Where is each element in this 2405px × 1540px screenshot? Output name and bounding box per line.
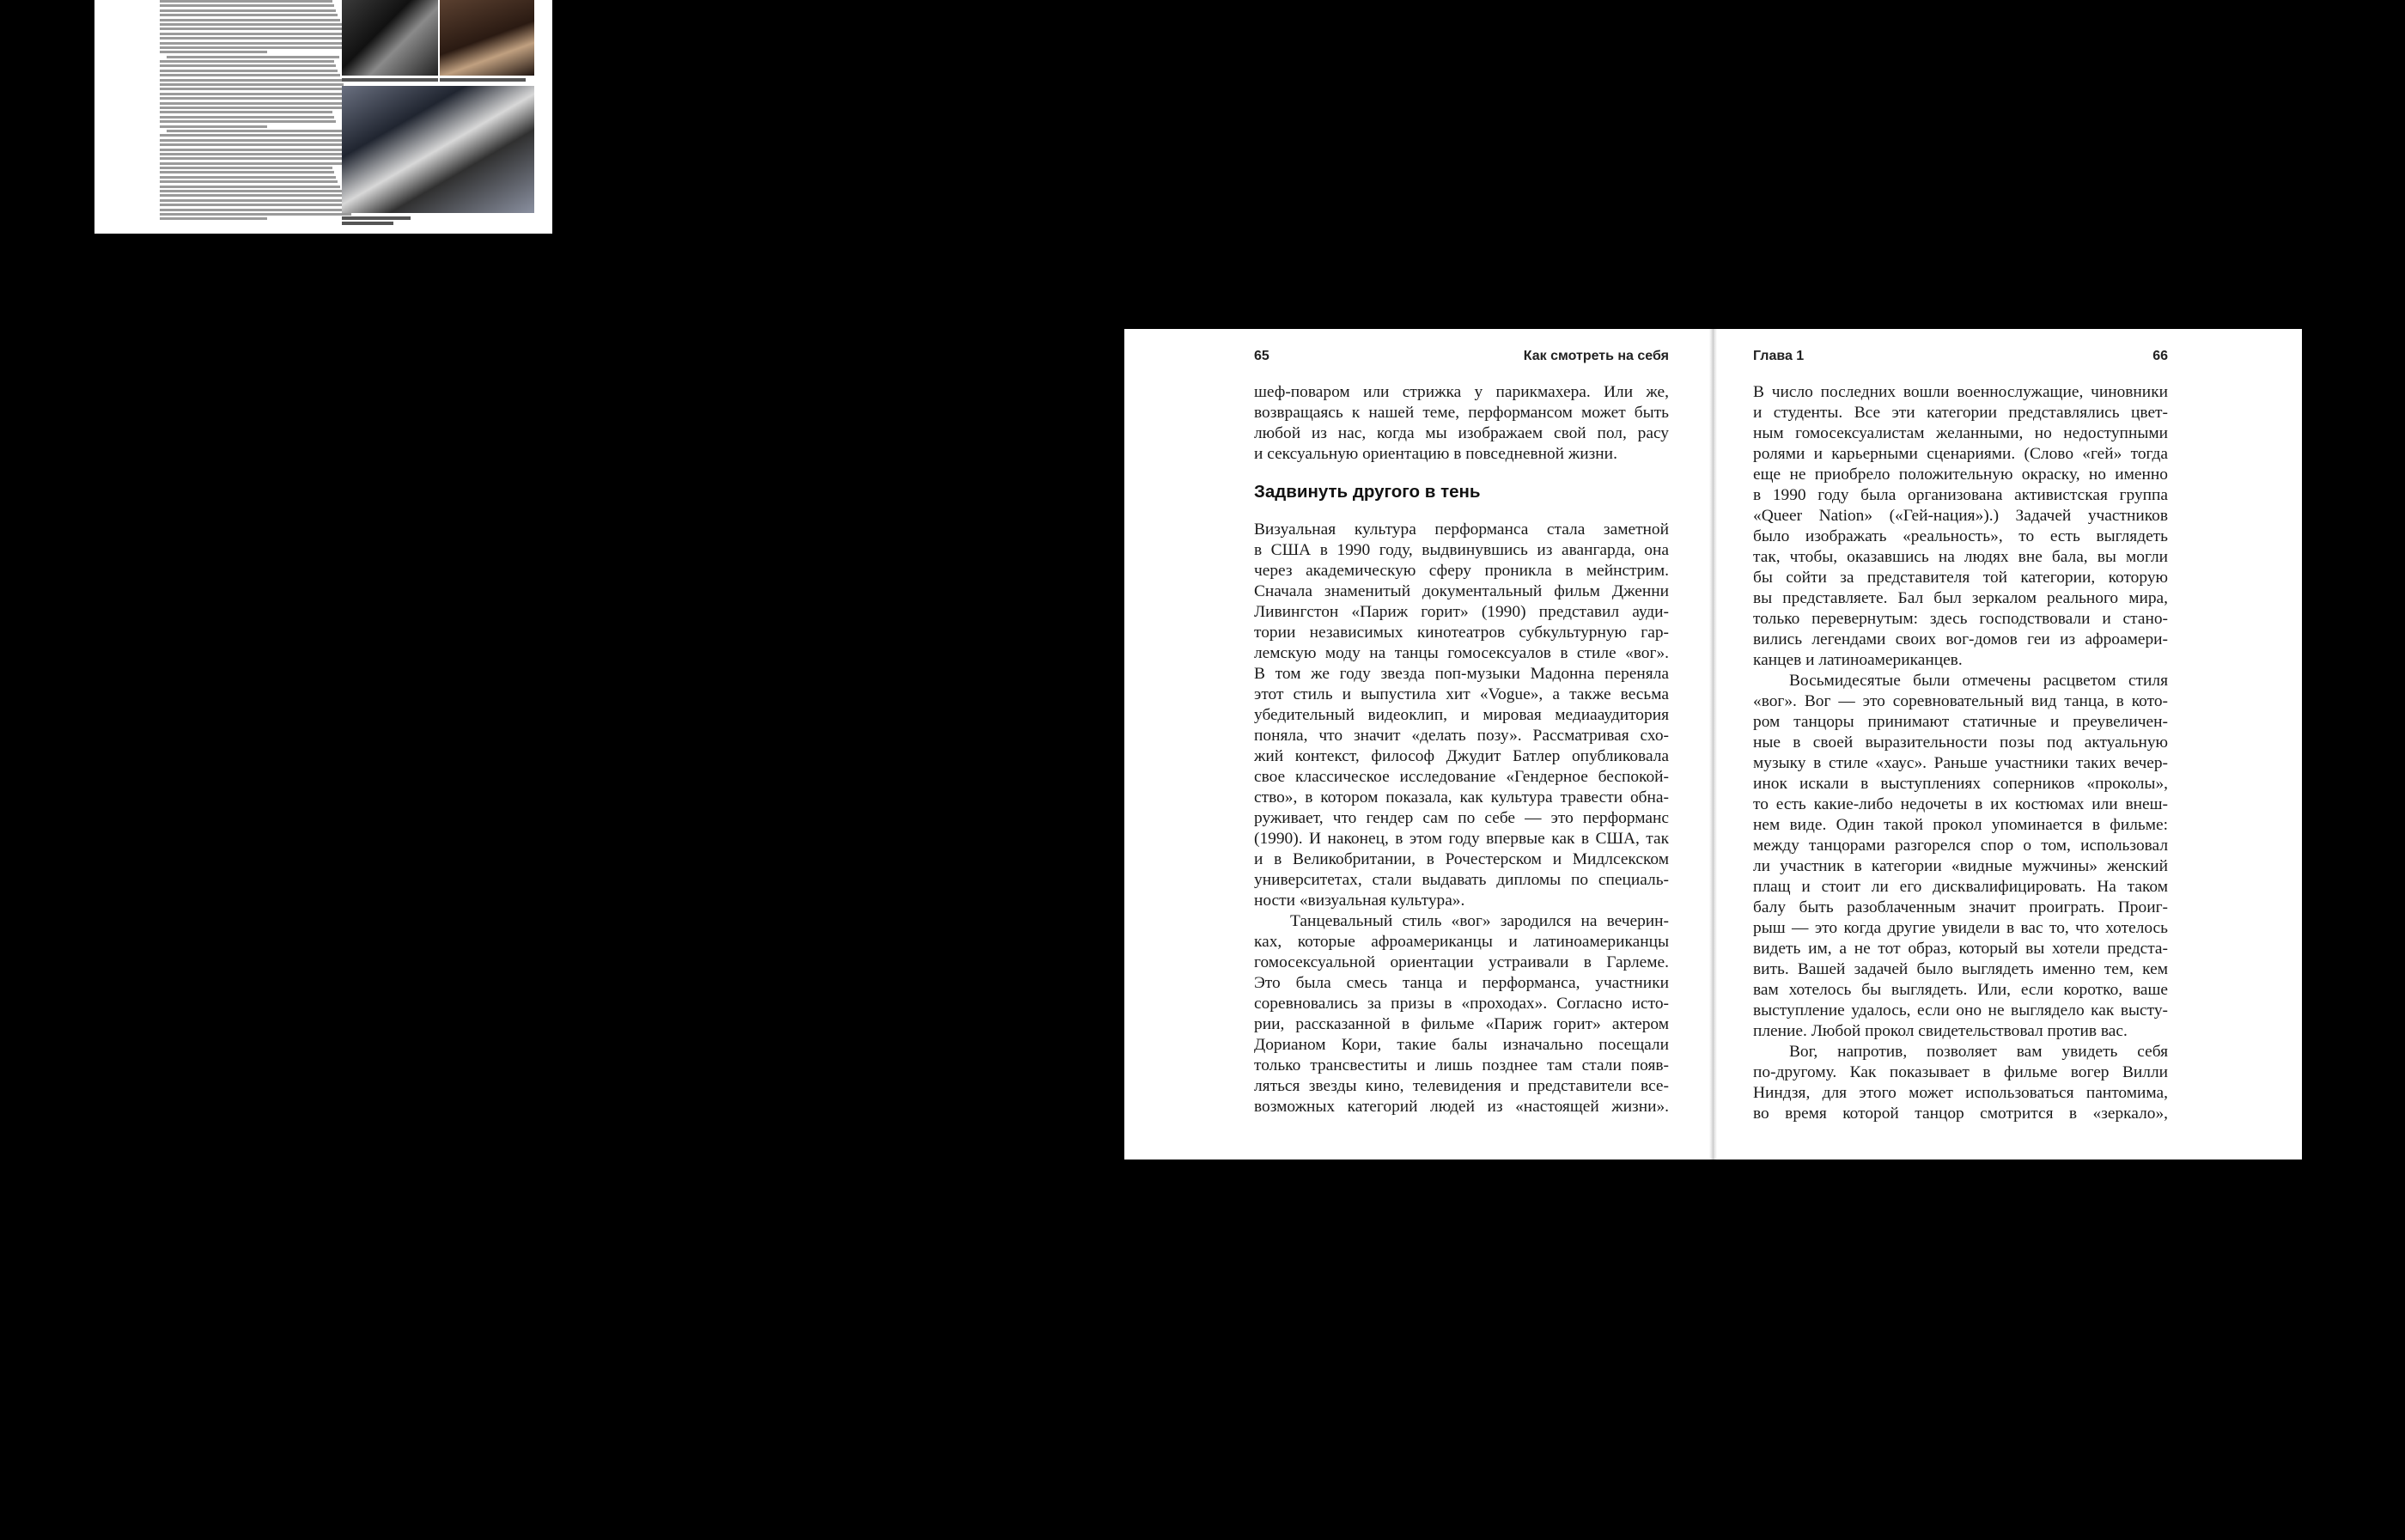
thumbnail-text-line [160, 143, 346, 146]
paragraph [1753, 671, 2168, 1042]
text-line: ли участник в категории «видные мужчины» женский [1753, 857, 2168, 875]
thumbnail-text-line [160, 0, 332, 3]
text-line: нем виде. Один такой прокол упоминается в фильме: [1753, 816, 2168, 834]
thumbnail-text-line [160, 64, 336, 67]
thumbnail-text-line [160, 120, 336, 123]
thumbnail-text-line [160, 204, 348, 206]
text-line: убедительный видеоклип, и мировая медиааудитория [1254, 706, 1669, 724]
text-line: «Queer Nation» («Гей-нация»).) Задачей участников [1753, 507, 2168, 525]
text-line: Это была смесь танца и перформанса, участники [1254, 974, 1669, 992]
thumbnail-text-line [160, 162, 354, 165]
book-gutter [1709, 329, 1717, 1160]
page-number: 66 [2152, 349, 2168, 363]
text-line: было изображать «реальность», то есть выглядеть [1753, 527, 2168, 545]
text-line: свое классическое исследование «Гендерное беспокой- [1254, 768, 1669, 786]
page-number: 65 [1254, 349, 1269, 363]
paragraph [1254, 911, 1669, 1117]
thumbnail-text-line [160, 23, 342, 26]
thumbnail-caption-3b [342, 222, 393, 225]
thumbnail-text-line [160, 27, 344, 30]
text-line: В том же году звезда поп-музыки Мадонна переняла [1254, 665, 1669, 683]
thumbnail-photo-2 [440, 0, 534, 76]
text-line: между танцорами разгорелся спор о том, использовал [1753, 837, 2168, 855]
text-line: ках, которые афроамериканцы и латиноамериканцы [1254, 933, 1669, 951]
text-line: вам хотелось бы выглядеть. Или, если коротко, ваше [1753, 981, 2168, 999]
text-line: музыку в стиле «хаус». Раньше участники таких вечер- [1753, 754, 2168, 772]
text-line: канцев и латиноамериканцев. [1753, 651, 1963, 669]
text-line: то есть какие-либо недочеты в их костюмах или внеш- [1753, 795, 2168, 813]
text-line: ности «визуальная культура». [1254, 892, 1465, 910]
thumbnail-text-line [160, 42, 350, 45]
text-line: ство», в котором показала, как культура травести обна- [1254, 788, 1669, 807]
text-line: только перевернутым: здесь господствовали и стано- [1753, 610, 2168, 628]
thumbnail-text-line [160, 4, 334, 7]
thumbnail-text-line [160, 213, 351, 216]
thumbnail-text-line [160, 139, 344, 142]
thumbnail-text-line [160, 149, 348, 151]
text-line: университетах, стали выдавать дипломы по специаль- [1254, 871, 1669, 889]
thumbnail-text-line [160, 116, 334, 119]
thumbnail-text-line [160, 33, 346, 35]
thumbnail-text-line [160, 93, 348, 95]
thumbnail-text-line [160, 107, 354, 109]
text-line: вить. Вашей задачей было выглядеть именно тем, кем [1753, 960, 2168, 978]
text-line: возможных категорий людей из «настоящей жизни». [1254, 1098, 1669, 1116]
text-line: (1990). И наконец, в этом году впервые как в США, так [1254, 830, 1669, 848]
thumbnail-text-line [160, 60, 334, 63]
paragraph [1254, 520, 1669, 911]
thumbnail-text-line [160, 79, 342, 82]
thumbnail-text-line [160, 88, 346, 90]
thumbnail-text-line [160, 102, 351, 105]
text-line: тории независимых кинотеатров субкультурную гар- [1254, 624, 1669, 642]
paragraph [1753, 1042, 2168, 1124]
thumbnail-text-line [160, 153, 350, 155]
text-line: в США в 1990 году, выдвинувшись из авангарда, она [1254, 541, 1669, 559]
text-line: шеф-поваром или стрижка у парикмахера. Или же, [1254, 383, 1669, 401]
text-line: инок искали в выступлениях соперников «проколы», [1753, 775, 2168, 793]
left-page [1124, 329, 1709, 1160]
text-line: только трансвеститы и лишь позднее там стали появ- [1254, 1056, 1669, 1074]
thumbnail-text-line [160, 74, 340, 76]
text-line: Сначала знаменитый документальный фильм Дженни [1254, 582, 1669, 600]
thumbnail-text-line [160, 134, 342, 137]
thumbnail-text-line [160, 46, 351, 49]
book-spread [1124, 329, 2302, 1160]
text-line: плащ и стоит ли его дисквалифицировать. На таком [1753, 878, 2168, 896]
thumbnail-text-line [167, 130, 347, 132]
thumbnail-text-line [160, 111, 332, 113]
text-line: Вог, напротив, позволяет вам увидеть себя [1789, 1043, 2168, 1061]
text-line: ным гомосексуалистам желанными, но недоступными [1753, 424, 2168, 442]
text-line: этот стиль и выпустила хит «Vogue», а также весьма [1254, 685, 1669, 703]
text-line: поняла, что значит «делать позу». Рассматривая схо- [1254, 727, 1669, 745]
text-line: любой из нас, когда мы изображаем свой пол, расу [1254, 424, 1669, 442]
thumbnail-text-line [160, 190, 342, 192]
thumbnail-text-line [160, 217, 267, 220]
text-line: рии, рассказанной в фильме «Париж горит» актером [1254, 1015, 1669, 1033]
thumbnail-text-line [160, 209, 350, 211]
text-line: видеть им, а не тот образ, который вы хотели предста- [1753, 940, 2168, 958]
text-line: вы представляете. Бал был зеркалом реального мира, [1753, 589, 2168, 607]
text-line: ные в своей выразительности позы под актуальную [1753, 733, 2168, 752]
text-line: рыш — это когда другие увидели в вас то, что хотелось [1753, 919, 2168, 937]
thumbnail-text-line [160, 186, 340, 188]
thumbnail-caption-1 [342, 78, 438, 82]
text-line: ром танцоры принимают статичные и преувеличен- [1753, 713, 2168, 731]
text-line: и студенты. Все эти категории представлялись цвет- [1753, 404, 2168, 422]
thumbnail-photo-3 [342, 86, 534, 213]
thumbnail-caption-3 [342, 216, 411, 220]
text-line: «вог». Вог — это соревновательный вид танца, в кото- [1753, 692, 2168, 710]
text-line: бы сойти за представителя той категории, которую [1753, 569, 2168, 587]
thumbnail-text-line [160, 176, 336, 179]
text-line: по-другому. Как показывает в фильме вогер Вилли [1753, 1063, 2168, 1081]
text-line: через академическую сферу проникла в мейнстрим. [1254, 562, 1669, 580]
right-page-body [1753, 382, 2168, 1124]
text-line: Танцевальный стиль «вог» зародился на вечерин- [1290, 912, 1669, 930]
text-line: так, чтобы, оказавшись на людях вне бала, вы могли [1753, 548, 2168, 566]
text-line: соревновались за призы в «проходах». Согласно исто- [1254, 995, 1669, 1013]
thumbnail-photo-1 [342, 0, 438, 76]
text-line: Дорианом Кори, такие балы изначально посещали [1254, 1036, 1669, 1054]
thumbnail-text-line [160, 194, 344, 197]
thumbnail-text-line [160, 157, 351, 160]
text-line: ролями и карьерными сценариями. (Слово «гей» тогда [1753, 445, 2168, 463]
paragraph [1254, 382, 1669, 465]
text-line: пление. Любой прокол свидетельствовал против вас. [1753, 1022, 2128, 1040]
left-page-body [1254, 382, 1669, 1117]
thumbnail-text-line [160, 70, 338, 72]
thumbnail-text-line [160, 9, 336, 12]
text-line: Ливингстон «Париж горит» (1990) представил ауди- [1254, 603, 1669, 621]
text-line: гомосексуальной ориентации устраивали в Гарлеме. [1254, 953, 1669, 971]
thumbnail-text-line [160, 14, 338, 16]
text-line: Визуальная культура перформанса стала заметной [1254, 520, 1669, 539]
thumbnail-text-line [160, 19, 340, 21]
text-line: в 1990 году была организована активистская группа [1753, 486, 2168, 504]
thumbnail-text-line [160, 180, 338, 183]
text-line: возвращаясь к нашей теме, перформансом может быть [1254, 404, 1669, 422]
paragraph [1753, 382, 2168, 671]
running-title: Как смотреть на себя [1523, 349, 1669, 363]
thumbnail-text-line [160, 97, 350, 100]
section-heading: Задвинуть другого в тень [1254, 482, 1481, 502]
thumbnail-text-line [167, 56, 339, 58]
thumbnail-text-line [160, 171, 334, 173]
thumbnail-text-line [160, 125, 267, 128]
text-line: Восьмидесятые были отмечены расцветом стиля [1789, 672, 2168, 690]
thumbnail-text-line [160, 167, 332, 169]
thumbnail-text-line [160, 51, 267, 53]
text-line: балу быть разоблаченным значит проиграть. Проиг- [1753, 898, 2168, 916]
text-line: еще не приобрело положительную окраску, но именно [1753, 466, 2168, 484]
thumbnail-text-line [160, 199, 346, 202]
text-line: жий контекст, философ Джудит Батлер опубликовала [1254, 747, 1669, 765]
text-line: ляться звезды кино, телевидения и представители все- [1254, 1077, 1669, 1095]
text-line: В число последних вошли военнослужащие, чиновники [1753, 383, 2168, 401]
right-page [1717, 329, 2302, 1160]
text-line: во время которой танцор смотрится в «зеркало», [1753, 1105, 2168, 1123]
thumbnail-caption-2 [440, 78, 526, 82]
thumbnail-text-line [160, 83, 344, 86]
text-line: руживает, что гендер сам по себе — это перформанс [1254, 809, 1669, 827]
text-line: и сексуальную ориентацию в повседневной жизни. [1254, 445, 1617, 463]
previous-page-thumbnail[interactable] [94, 0, 552, 234]
thumbnail-text-line [160, 37, 348, 40]
text-line: Ниндзя, для этого может использоваться пантомима, [1753, 1084, 2168, 1102]
text-line: лемскую моду на танцы гомосексуалов в стиле «вог». [1254, 644, 1669, 662]
thumbnail-text-column [160, 0, 356, 222]
running-title: Глава 1 [1753, 349, 1805, 363]
text-line: выступление удалось, если оно не выглядело как высту- [1753, 1001, 2168, 1020]
text-line: вились легендами своих вог-домов геи из афроамери- [1753, 630, 2168, 648]
text-line: и в Великобритании, в Рочестерском и Мидлсекском [1254, 850, 1669, 868]
